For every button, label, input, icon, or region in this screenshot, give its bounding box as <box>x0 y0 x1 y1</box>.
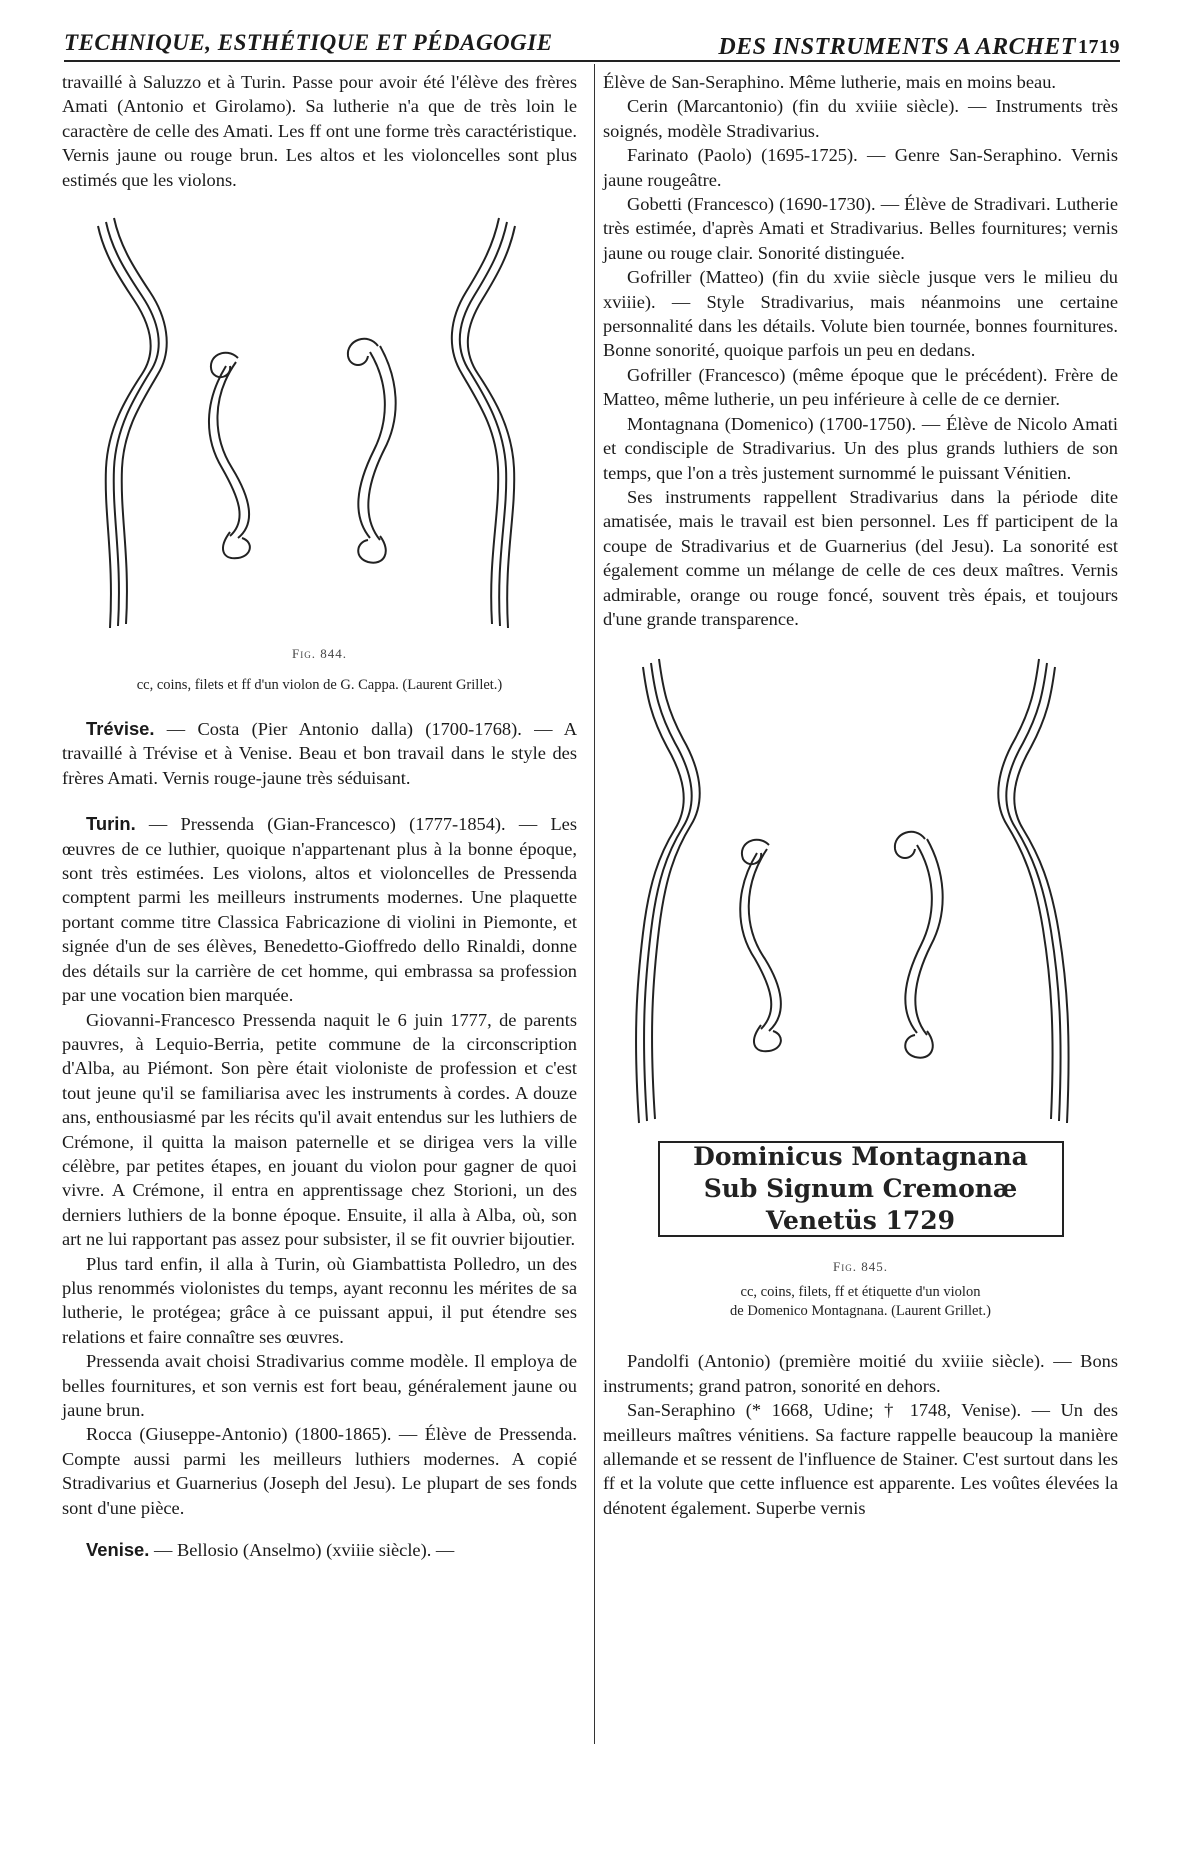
paragraph-cerin: Cerin (Marcantonio) (fin du xviiie siècle). — Instruments très soignés, modèle Stradivarius. <box>603 96 1118 141</box>
paragraph-montagnana-instruments: Ses instruments rappellent Stradivarius dans la période dite amatisée, mais le travail est bien personnel. Les ff participent de la coupe de Stradivarius et de Guarnerius (del Jesu). La sonorité est également comme un mélange de celle de ces deux maîtres. Vernis admirable, orange ou rouge foncé, souvent très épais, et toujours d'une grande transparence. <box>603 486 1118 629</box>
figure-845-number: Fig. 845. <box>833 1259 888 1275</box>
paragraph-treviso <box>62 717 577 790</box>
header-left-title: TECHNIQUE, ESTHÉTIQUE ET PÉDAGOGIE <box>64 30 553 55</box>
violin-outline-cappa-illustration <box>62 206 577 646</box>
column-divider <box>594 64 595 1744</box>
figure-845-caption-line-2: de Domenico Montagnana. (Laurent Grillet.) <box>730 1303 991 1320</box>
violin-label-text: Dominicus Montagnana Sub Signum Cremonæ Venetüs 1729 <box>693 1142 1028 1236</box>
paragraph-pandolfi: Pandolfi (Antonio) (première moitié du xviiie siècle). — Bons instruments; grand patron, sonorité en dehors. <box>603 1351 1118 1396</box>
figure-845-caption-line-1: cc, coins, filets, ff et étiquette d'un violon <box>740 1284 981 1301</box>
right-column <box>603 70 1118 1520</box>
paragraph-turin <box>62 812 577 1007</box>
violin-label-box <box>658 1141 1064 1237</box>
paragraph-rocca: Rocca (Giuseppe-Antonio) (1800-1865). — Élève de Pressenda. Compte aussi parmi les meilleurs luthiers modernes. A copié Stradivarius et Guarnerius (Joseph del Jesu). Le plupart de ses fonds sont d'une pièce. <box>62 1424 577 1518</box>
running-header <box>64 28 1120 62</box>
paragraph-bellosio-continued: Élève de San-Seraphino. Même lutherie, mais en moins beau. <box>603 72 1056 92</box>
page-number: 1719 <box>1078 36 1120 58</box>
figure-844-number: Fig. 844. <box>292 646 347 662</box>
paragraph-turin-text: — Pressenda (Gian-Francesco) (1777-1854). — Les œuvres de ce luthier, quoique n'appartenant plus à la bonne époque, sont très estimées. Les violons, altos et violoncelles de Pressenda comptent parmi les meilleurs instruments modernes. Une plaquette portant comme titre Classica Fabricazione di violini in Piemonte, et signée d'un de ses élèves, Benedetto-Gioffredo dello Rinaldi, donne des détails sur la carrière de cet homme, qui embrassa sa profession par une vocation bien marquée. <box>62 814 577 1006</box>
paragraph-farinato: Farinato (Paolo) (1695-1725). — Genre San-Seraphino. Vernis jaune rougeâtre. <box>603 145 1118 190</box>
paragraph-san-seraphino: San-Seraphino (* 1668, Udine; † 1748, Venise). — Un des meilleurs maîtres vénitiens. Sa facture rappelle beaucoup la manière allemande et se ressent de l'influence de Stainer. C'est surtout dans les ff et la volute que cette influence est apparente. Les voûtes élevées la dénotent également. Superbe vernis <box>603 1400 1118 1518</box>
place-heading-venise: Venise. <box>86 1539 150 1561</box>
paragraph-montagnana: Montagnana (Domenico) (1700-1750). — Élève de Nicolo Amati et condisciple de Stradivarius. Un des plus grands luthiers de son temps, que l'on a très justement surnommé le puissant Vénitien. <box>603 413 1118 483</box>
violin-outline-montagnana-illustration <box>603 649 1118 1149</box>
paragraph-treviso-text: — Costa (Pier Antonio dalla) (1700-1768). — A travaillé à Trévise et à Venise. Beau et bon travail dans le style des frères Amati. Vernis rouge-jaune très séduisant. <box>62 719 577 788</box>
place-heading-turin: Turin. <box>86 813 136 835</box>
paragraph-gobetti: Gobetti (Francesco) (1690-1730). — Élève de Stradivari. Lutherie très estimée, d'après Amati et Stradivarius. Belles fournitures; vernis jaune ou rouge clair. Sonorité distinguée. <box>603 194 1118 263</box>
paragraph-cappa-continued: travaillé à Saluzzo et à Turin. Passe pour avoir été l'élève des frères Amati (Antonio et Girolamo). Sa lutherie n'a que de très loin le caractère de celle des Amati. Les ff ont une forme très caractéristique. Vernis jaune ou rouge brun. Les altos et les violoncelles sont plus estimés que les violons. <box>62 72 577 190</box>
paragraph-venise-text: — Bellosio (Anselmo) (xviiie siècle). — <box>149 1540 455 1561</box>
paragraph-giovanni-francesco: Giovanni-Francesco Pressenda naquit le 6 juin 1777, de parents pauvres, à Lequio-Berria, petite commune de la circonscription d'Alba, au Piémont. Son père était violoniste de profession et c'est tout jeune qu'il se familiarisa avec les instruments à cordes. A douze ans, enthousiasmé par les récits qu'il avait entendus sur les luthiers de Crémone, il quitta la maison paternelle et se dirigea vers la ville célèbre, par petites étapes, en jouant du violon pour gagner de quoi vivre. A Crémone, il entra en apprentissage chez Storioni, un des derniers luthiers de la bonne époque. Ensuite, il alla à Alba, où, son art ne lui rapportant pas assez pour subsister, il se fit ouvrier bijoutier. <box>62 1009 577 1250</box>
figure-844 <box>62 206 577 695</box>
paragraph-pressenda-model: Pressenda avait choisi Stradivarius comme modèle. Il employa de belles fournitures, et son vernis est fort beau, généralement jaune ou jaune brun. <box>62 1351 577 1420</box>
paragraph-venise <box>62 1538 577 1562</box>
figure-844-caption: cc, coins, filets et ff d'un violon de G. Cappa. (Laurent Grillet.) <box>136 677 503 694</box>
place-heading-treviso: Trévise. <box>86 718 155 740</box>
paragraph-plus-tard: Plus tard enfin, il alla à Turin, où Giambattista Polledro, un des plus renommés violonistes du temps, ayant reconnu les mérites de sa lutherie, le protégea; grâce à ce puissant appui, il put étendre ses relations et faire connaître ses œuvres. <box>62 1253 577 1347</box>
figure-845 <box>603 649 1118 1321</box>
left-column <box>62 70 577 1562</box>
paragraph-gofriller-francesco: Gofriller (Francesco) (même époque que le précédent). Frère de Matteo, même lutherie, un peu inférieure à celle de ce dernier. <box>603 364 1118 410</box>
header-right-title: DES INSTRUMENTS A ARCHET <box>718 34 1076 60</box>
paragraph-gofriller-matteo: Gofriller (Matteo) (fin du xviie siècle jusque vers le milieu du xviiie). — Style Stradivarius, mais néanmoins une certaine personnalité dans les détails. Volute bien tournée, bonnes fournitures. Bonne sonorité, quoique parfois un peu en dedans. <box>603 267 1118 361</box>
